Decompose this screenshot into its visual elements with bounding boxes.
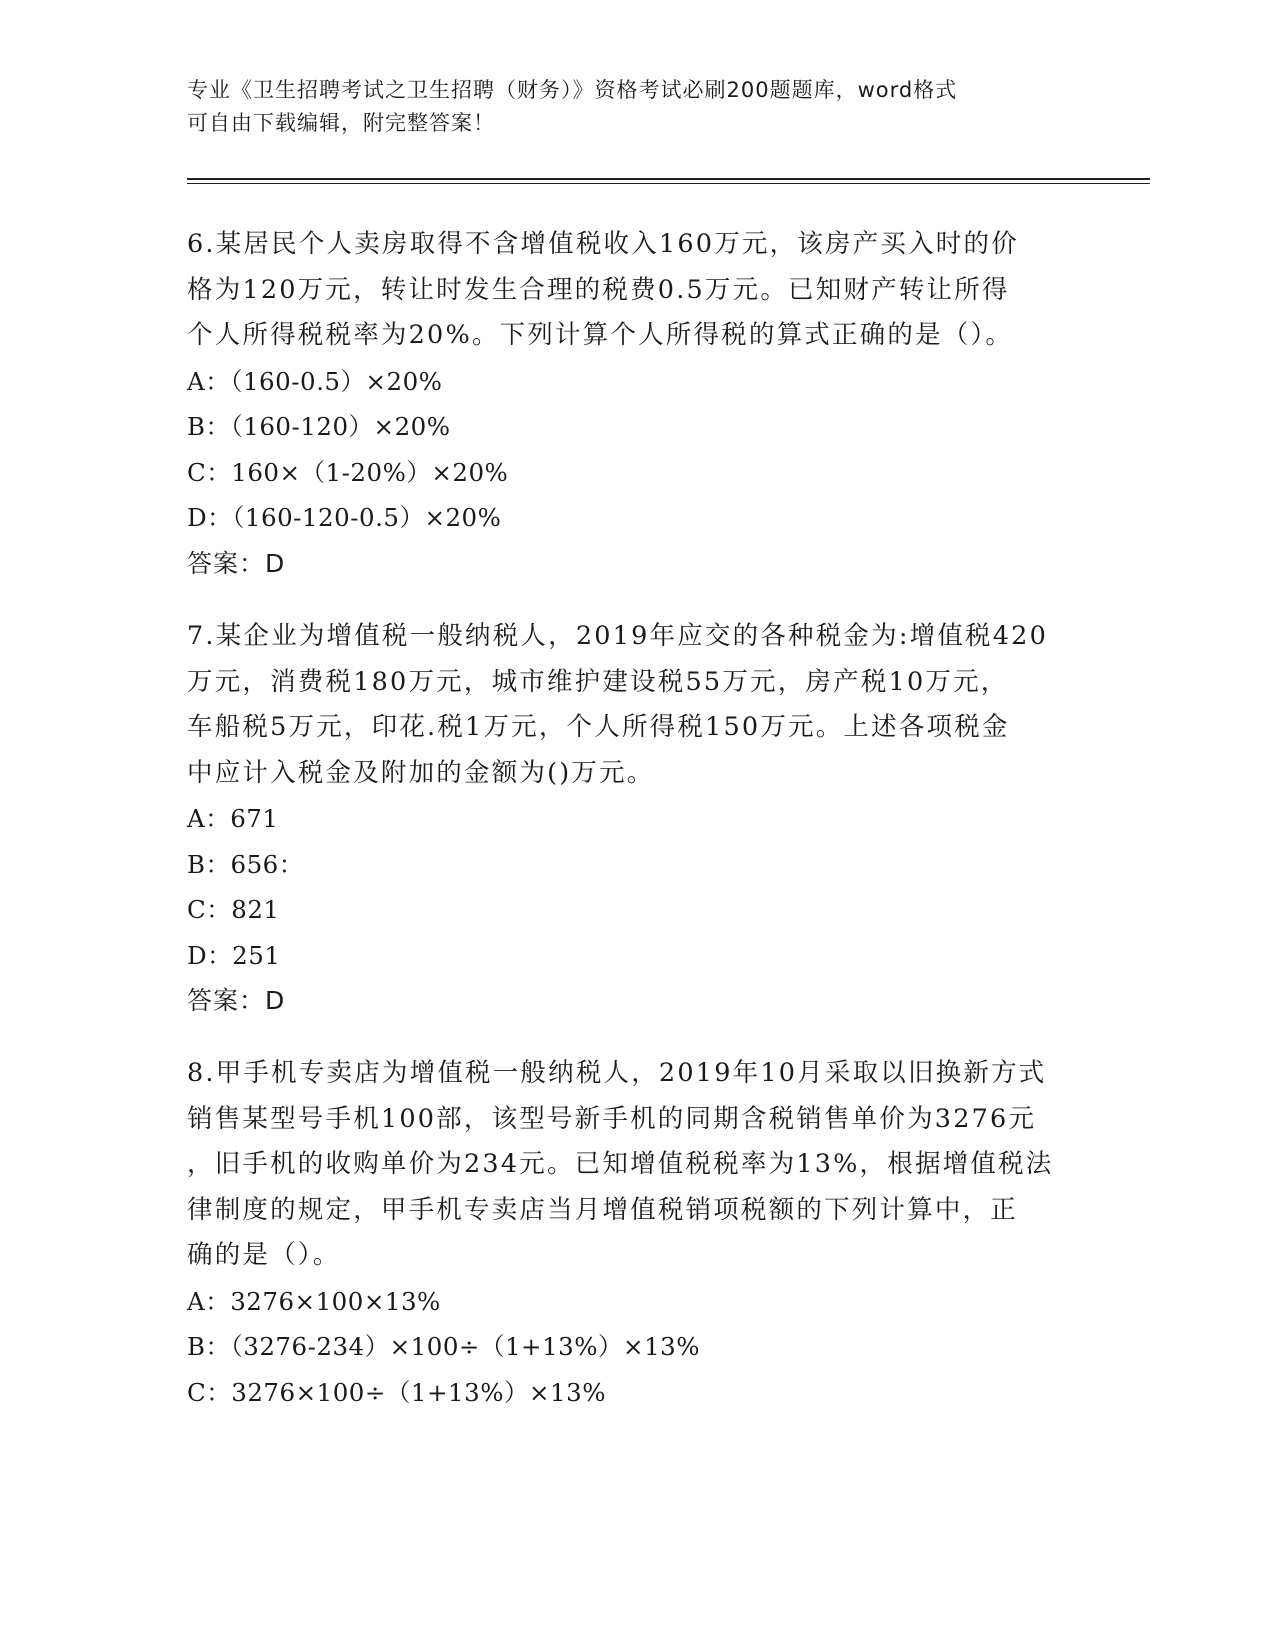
question-text-line: 律制度的规定，甲手机专卖店当月增值税销项税额的下列计算中，正 bbox=[187, 1194, 1019, 1225]
document-header bbox=[187, 74, 1067, 140]
question-text-line: 个人所得税税率为20%。下列计算个人所得税的算式正确的是（）。 bbox=[187, 320, 1014, 350]
option-b: B：（160-120）×20% bbox=[187, 412, 451, 441]
question-text-line: 中应计入税金及附加的金额为()万元。 bbox=[187, 757, 655, 788]
question-text-line: 车船税5万元，印花.税1万元，个人所得税150万元。上述各项税金 bbox=[187, 712, 1010, 742]
question-text-line: 6.某居民个人卖房取得不含增值税收入160万元，该房产买入时的价 bbox=[187, 229, 1019, 259]
header-line-2: 可自由下载编辑，附完整答案！ bbox=[187, 111, 495, 135]
option-d: D：（160-120-0.5）×20% bbox=[187, 503, 502, 532]
header-divider bbox=[187, 178, 1150, 184]
option-b: B：656： bbox=[187, 849, 304, 879]
option-a: A：671 bbox=[187, 804, 279, 833]
option-c: C：3276×100÷（1+13%）×13% bbox=[187, 1377, 606, 1407]
question-8 bbox=[187, 1051, 1087, 1415]
option-c: C：821 bbox=[187, 895, 280, 924]
question-text-line: 确的是（）。 bbox=[187, 1240, 341, 1270]
option-a: A：3276×100×13% bbox=[187, 1286, 441, 1316]
question-text-line: 8.甲手机专卖店为增值税一般纳税人，2019年10月采取以旧换新方式 bbox=[187, 1058, 1047, 1088]
option-a: A：（160-0.5）×20% bbox=[187, 366, 443, 396]
header-line-1: 专业《卫生招聘考试之卫生招聘（财务）》资格考试必刷200题题库，word格式 bbox=[187, 78, 958, 102]
question-7 bbox=[187, 614, 1087, 1024]
option-b: B：（3276-234）×100÷（1+13%）×13% bbox=[187, 1332, 701, 1361]
option-d: D：251 bbox=[187, 940, 281, 970]
question-text-line: 销售某型号手机100部，该型号新手机的同期含税销售单价为3276元 bbox=[187, 1103, 1037, 1134]
question-text-line: 万元，消费税180万元，城市维护建设税55万元，房产税10万元， bbox=[187, 666, 1009, 697]
question-text-line: 7.某企业为增值税一般纳税人，2019年应交的各种税金为:增值税420 bbox=[187, 621, 1048, 651]
answer: 答案：D bbox=[187, 986, 286, 1015]
answer: 答案：D bbox=[187, 548, 286, 578]
option-c: C：160×（1-20%）×20% bbox=[187, 457, 509, 487]
question-text-line: 格为120万元，转让时发生合理的税费0.5万元。已知财产转让所得 bbox=[187, 274, 1010, 305]
question-6 bbox=[187, 222, 1087, 586]
question-text-line: ，旧手机的收购单价为234元。已知增值税税率为13%，根据增值税法 bbox=[187, 1149, 1054, 1179]
